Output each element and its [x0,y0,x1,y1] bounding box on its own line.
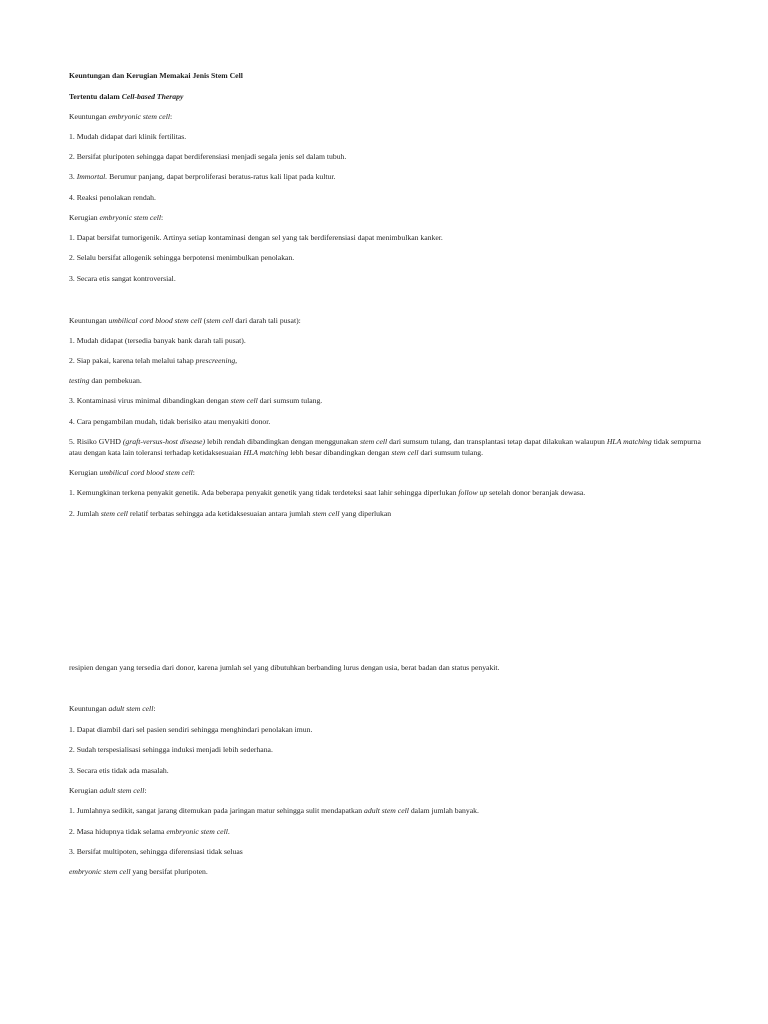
paragraph [69,212,711,223]
text-segment: Berumur panjang, dapat berproliferasi beratus-ratus kali lipat pada kultur. [107,172,336,181]
paragraph [69,785,711,796]
paragraph [69,315,711,326]
text-segment: : [144,786,147,795]
text-segment: : [169,112,173,121]
paragraph [69,395,711,406]
text-segment: dan pembekuan. [89,376,142,385]
paragraph [69,416,711,427]
text-segment: lebih rendah dibandingkan dengan menggunakan [205,437,361,446]
paragraph [69,703,711,714]
italic-text: Immortal. [76,172,108,181]
text-segment: Keuntungan [69,704,109,713]
text-segment: setelah donor beranjak dewasa. [487,488,586,497]
text-segment: Keuntungan [69,316,109,325]
italic-text: adult stem cell [99,786,145,795]
paragraph [69,252,711,263]
text-segment: : [153,704,156,713]
paragraph [69,765,711,776]
paragraph [69,866,711,877]
text-segment: 3. Secara etis tidak ada masalah. [69,766,169,775]
paragraph [69,467,711,478]
italic-text: adult stem cell [364,806,409,815]
text-segment: 3. Secara etis sangat kontroversial. [69,274,176,283]
text-segment: 1. Mudah didapat dari klinik fertilitas. [69,132,187,141]
text-segment: yang diperlukan [339,509,392,518]
text-segment: tidak sempurna atau dengan kata lain toleransi terhadap ketidaksesuaian [69,437,701,457]
text-segment: 3. Kontaminasi virus minimal dibandingkan dengan [69,396,231,405]
italic-text: testing [69,376,90,385]
text-segment: 2. Selalu bersifat allogenik sehingga berpotensi menimbulkan penolakan. [69,253,295,262]
text-segment: 3. [69,172,77,181]
italic-text: prescreening, [195,356,238,365]
paragraph [69,375,711,386]
paragraph [69,826,711,837]
italic-text: Cell-based Therapy [121,92,184,101]
text-segment: : [192,468,195,477]
text-segment: Tertentu dalam [69,92,122,101]
text-segment: lebh besar dibandingkan dengan [288,448,392,457]
text-segment: Kerugian [69,213,100,222]
document-title [69,70,711,81]
paragraph [69,724,711,735]
document-subtitle [69,91,711,102]
text-segment: 2. Jumlah [69,509,101,518]
italic-text: embryonic stem cell [99,213,162,222]
text-segment: Keuntungan [69,112,109,121]
text-segment: 2. Siap pakai, karena telah melalui tahap [69,356,196,365]
italic-text: (graft-versus-host disease) [122,437,206,446]
text-segment: 1. Mudah didapat (tersedia banyak bank darah tali pusat). [69,336,246,345]
italic-text: adult stem cell [108,704,154,713]
text-segment: relatif terbatas sehingga ada ketidaksesuaian antara jumlah [127,509,313,518]
text-segment: 1. Kemungkinan terkena penyakit genetik. Ada beberapa penyakit genetik yang tidak terdeteksi saat lahir sehingga diperlukan [69,488,459,497]
text-segment: 4. Reaksi penolakan rendah. [69,193,156,202]
text-segment: Keuntungan dan Kerugian Memakai Jenis Stem Cell [69,71,243,80]
text-segment: yang bersifat pluripoten. [130,867,208,876]
paragraph [69,111,711,122]
italic-text: embryonic stem cell [108,112,170,121]
paragraph [69,335,711,346]
paragraph [69,805,711,816]
italic-text: stem cell [206,316,234,325]
italic-text: stem cell [230,396,258,405]
italic-text: embryonic stem cell [166,827,228,836]
paragraph [69,171,711,182]
paragraph [69,662,711,673]
text-segment: 4. Cara pengambilan mudah, tidak berisiko atau menyakiti donor. [69,417,271,426]
italic-text: umbilical cord blood stem cell [108,316,202,325]
text-segment: 2. Bersifat pluripoten sehingga dapat berdiferensiasi menjadi segala jenis sel dalam tubuh. [69,152,347,161]
text-segment: . [227,827,230,836]
text-segment: dari sumsum tulang, dan transplantasi tetap dapat dilakukan walaupun [387,437,607,446]
text-segment: 1. Dapat bersifat tumorigenik. Artinya setiap kontaminasi dengan sel yang tak berdiferensiasi dapat menimbulkan kanker. [69,233,443,242]
italic-text: HLA matching [606,437,652,446]
paragraph [69,273,711,284]
paragraph [69,151,711,162]
paragraph [69,487,711,498]
text-segment: 1. Jumlahnya sedikit, sangat jarang ditemukan pada jaringan matur sehingga sulit mendapatkan [69,806,365,815]
text-segment: 2. Sudah terspesialisasi sehingga induksi menjadi lebih sederhana. [69,745,273,754]
paragraph [69,744,711,755]
italic-text: HLA matching [243,448,289,457]
text-segment: dari sumsum tulang. [257,396,323,405]
italic-text: embryonic stem cell [69,867,131,876]
text-segment: ( [201,316,207,325]
text-segment: Kerugian [69,786,100,795]
text-segment: 5. Risiko GVHD [69,437,123,446]
paragraph [69,846,711,857]
italic-text: umbilical cord blood stem cell [99,468,193,477]
italic-text: stem cell [312,509,340,518]
italic-text: stem cell [360,437,388,446]
paragraph [69,232,711,243]
paragraph [69,508,711,519]
paragraph [69,355,711,366]
paragraph [69,192,711,203]
paragraph [69,436,711,458]
italic-text: stem cell [100,509,128,518]
italic-text: stem cell [391,448,419,457]
text-segment: Kerugian [69,468,100,477]
text-segment: : [161,213,164,222]
text-segment: 2. Masa hidupnya tidak selama [69,827,167,836]
text-segment: dari darah tali pusat): [233,316,301,325]
text-segment: 1. Dapat diambil dari sel pasien sendiri sehingga menghindari penolakan imun. [69,725,313,734]
text-segment: dalam jumlah banyak. [408,806,479,815]
text-segment: resipien dengan yang tersedia dari donor, karena jumlah sel yang dibutuhkan berbanding lurus dengan usia, berat badan dan status penyakit. [69,663,500,672]
italic-text: follow up [458,488,488,497]
text-segment: dari sumsum tulang. [418,448,484,457]
text-segment: 3. Bersifat multipoten, sehingga diferensiasi tidak seluas [69,847,243,856]
paragraph [69,131,711,142]
